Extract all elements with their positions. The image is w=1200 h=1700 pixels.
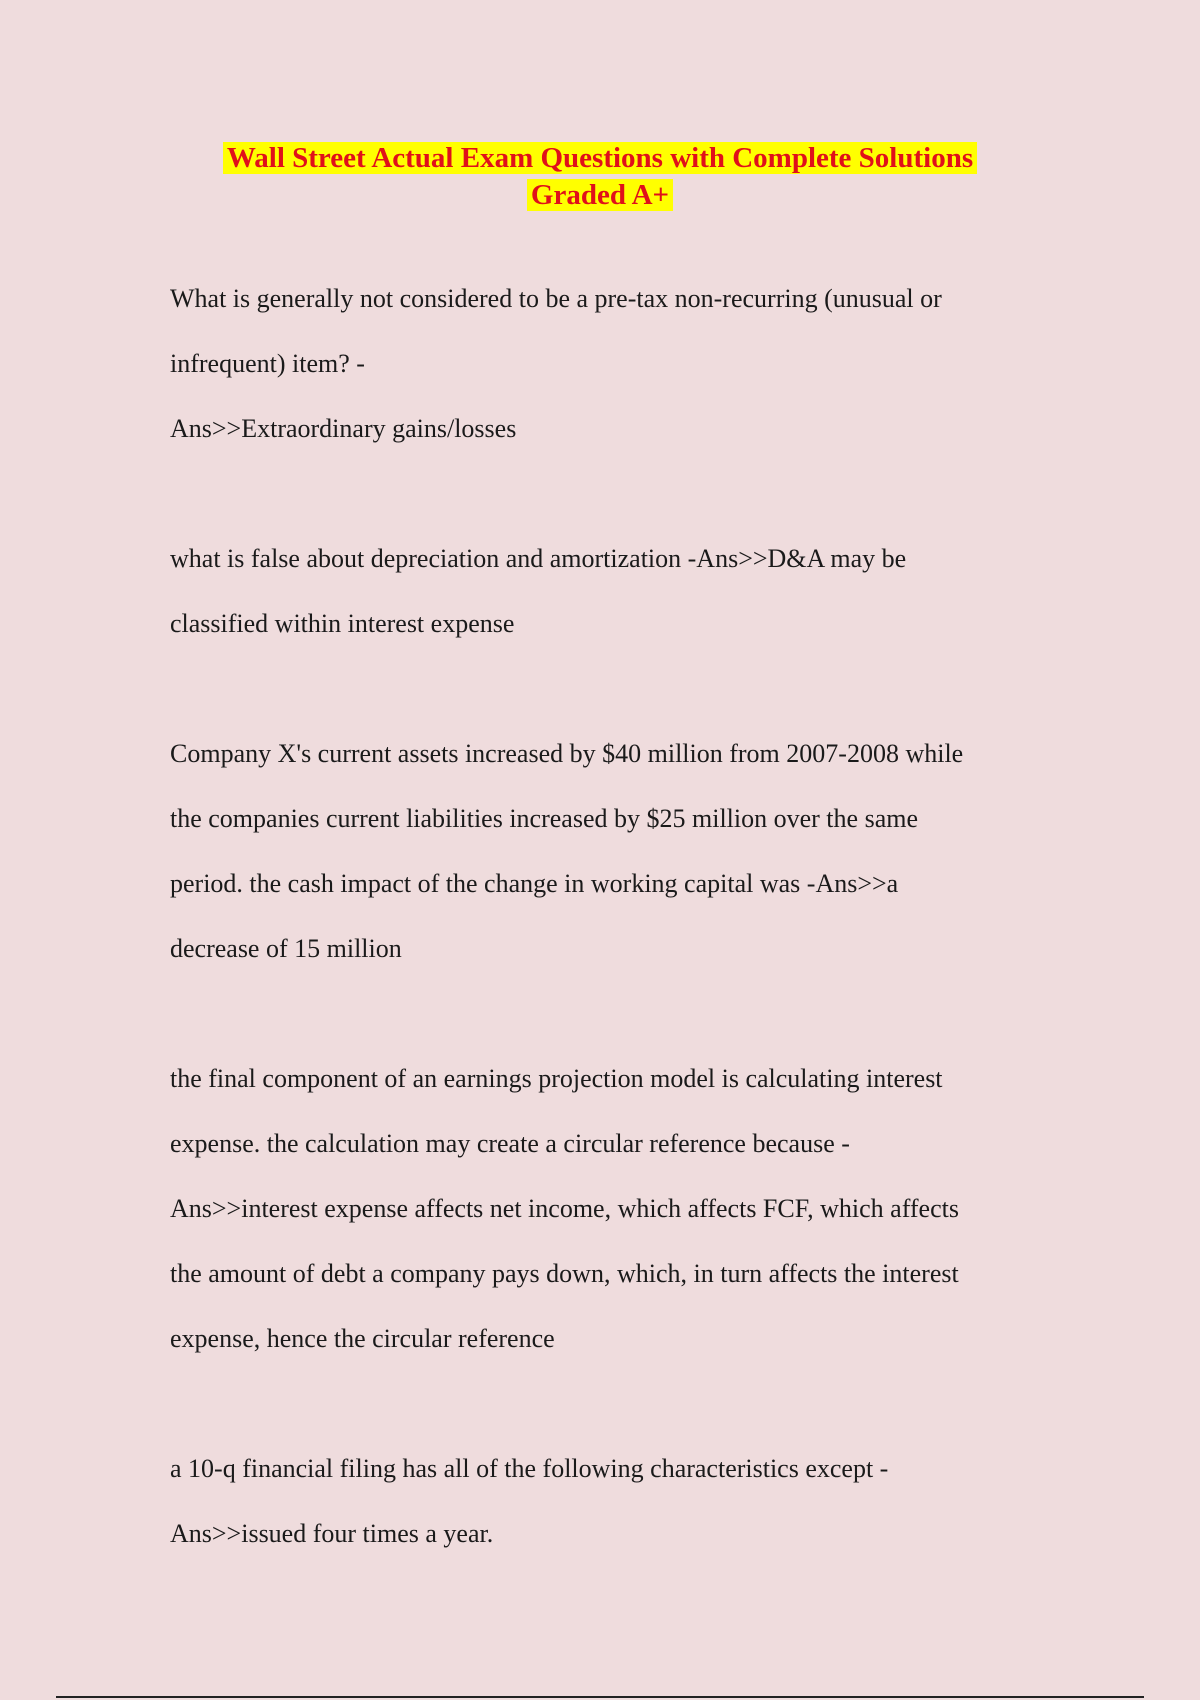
qa-line: classified within interest expense xyxy=(170,609,515,638)
qa-line: expense. the calculation may create a circular reference because - xyxy=(170,1129,850,1158)
qa-line: the amount of debt a company pays down, which, in turn affects the interest xyxy=(170,1259,959,1288)
qa-item-3 xyxy=(170,721,1050,981)
qa-item-4 xyxy=(170,1046,1050,1371)
qa-line: Ans>>Extraordinary gains/losses xyxy=(170,414,517,443)
qa-item-5 xyxy=(170,1436,1050,1566)
title-line-2: Graded A+ xyxy=(527,179,673,211)
footer-divider xyxy=(56,1696,1144,1698)
qa-line: What is generally not considered to be a pre-tax non-recurring (unusual or xyxy=(170,284,942,313)
qa-item-1 xyxy=(170,266,1050,461)
qa-line: infrequent) item? - xyxy=(170,349,365,378)
qa-line: Ans>>issued four times a year. xyxy=(170,1519,494,1548)
qa-line: decrease of 15 million xyxy=(170,934,402,963)
qa-line: what is false about depreciation and amortization -Ans>>D&A may be xyxy=(170,544,907,573)
qa-list xyxy=(170,266,1050,1631)
qa-line: the final component of an earnings projection model is calculating interest xyxy=(170,1064,943,1093)
qa-line: a 10-q financial filing has all of the following characteristics except - xyxy=(170,1454,889,1483)
qa-line: the companies current liabilities increased by $25 million over the same xyxy=(170,804,918,833)
qa-line: period. the cash impact of the change in working capital was -Ans>>a xyxy=(170,869,899,898)
qa-line: Ans>>interest expense affects net income, which affects FCF, which affects xyxy=(170,1194,959,1223)
qa-item-2 xyxy=(170,526,1050,656)
document-title xyxy=(150,140,1050,214)
qa-line: Company X's current assets increased by $40 million from 2007-2008 while xyxy=(170,739,964,768)
title-line-1: Wall Street Actual Exam Questions with Complete Solutions xyxy=(223,142,977,174)
qa-line: expense, hence the circular reference xyxy=(170,1324,555,1353)
